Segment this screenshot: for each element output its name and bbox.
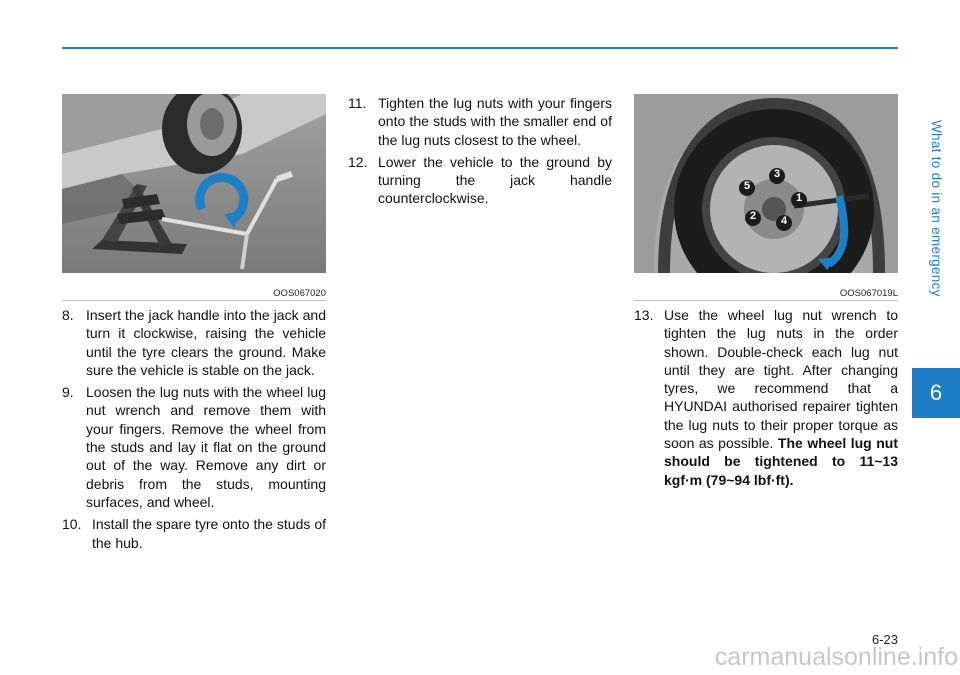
step-10: 10. Install the spare tyre onto the studs of the hub. <box>62 516 326 551</box>
step-13: 13. Use the wheel lug nut wrench to tighten the lug nuts in the order shown. Double-check each lug nut until they are tight. After changing tyres, we recommend that a HYUNDAI authorised repairer tighten the lug nuts to their proper torque as soon as possible. The wheel lug nut should be tightened to 11~13 kgf·m (79~94 lbf·ft). <box>634 307 898 488</box>
figure-rule-2 <box>634 300 898 301</box>
steps-column-2 <box>348 94 612 212</box>
lug-number-5: 5 <box>743 180 751 192</box>
figure-code-2: OOS067019L <box>839 288 898 299</box>
lug-number-4: 4 <box>780 215 788 227</box>
figure-rule-1 <box>62 300 326 301</box>
lug-number-2: 2 <box>749 210 757 222</box>
steps-column-1 <box>62 306 326 556</box>
step-12: 12. Lower the vehicle to the ground by turning the jack handle counterclockwise. <box>348 153 612 207</box>
page-number: 6-23 <box>871 632 898 647</box>
step-8: 8. Insert the jack handle into the jack and turn it clockwise, raising the vehicle until the tyre clears the ground. Make sure the vehicle is stable on the jack. <box>62 307 326 378</box>
steps-column-3 <box>634 306 898 493</box>
lug-number-1: 1 <box>795 192 803 204</box>
step-13-text: Use the wheel lug nut wrench to tighten the lug nuts in the order shown. Double-check each lug nut until they are tight. After changing tyres, we recommend that a HYUNDAI authorised repairer tighten the lug nuts to their proper torque as soon as possible. <box>664 307 898 452</box>
chapter-tab[interactable]: 6 <box>912 368 960 418</box>
header-rule <box>62 47 898 49</box>
step-9: 9. Loosen the lug nuts with the wheel lug nut wrench and remove them with your fingers. Remove the wheel from the studs and lay it flat on the ground out of the way. Remove any dirt or debris from the studs, mounting surfaces, and wheel. <box>62 384 326 510</box>
step-11: 11. Tighten the lug nuts with your fingers onto the studs with the smaller end of the lug nuts closest to the wheel. <box>348 95 612 148</box>
jack-illustration <box>62 94 326 273</box>
lug-number-3: 3 <box>773 168 781 180</box>
torque-spec: The wheel lug nut should be tightened to 11~13 kgf·m (79~94 lbf·ft). <box>664 435 898 488</box>
wheel-lug-order-illustration <box>634 94 898 273</box>
figure-code-1: OOS067020 <box>273 288 326 299</box>
watermark: carmanualsonline.info <box>714 643 958 671</box>
